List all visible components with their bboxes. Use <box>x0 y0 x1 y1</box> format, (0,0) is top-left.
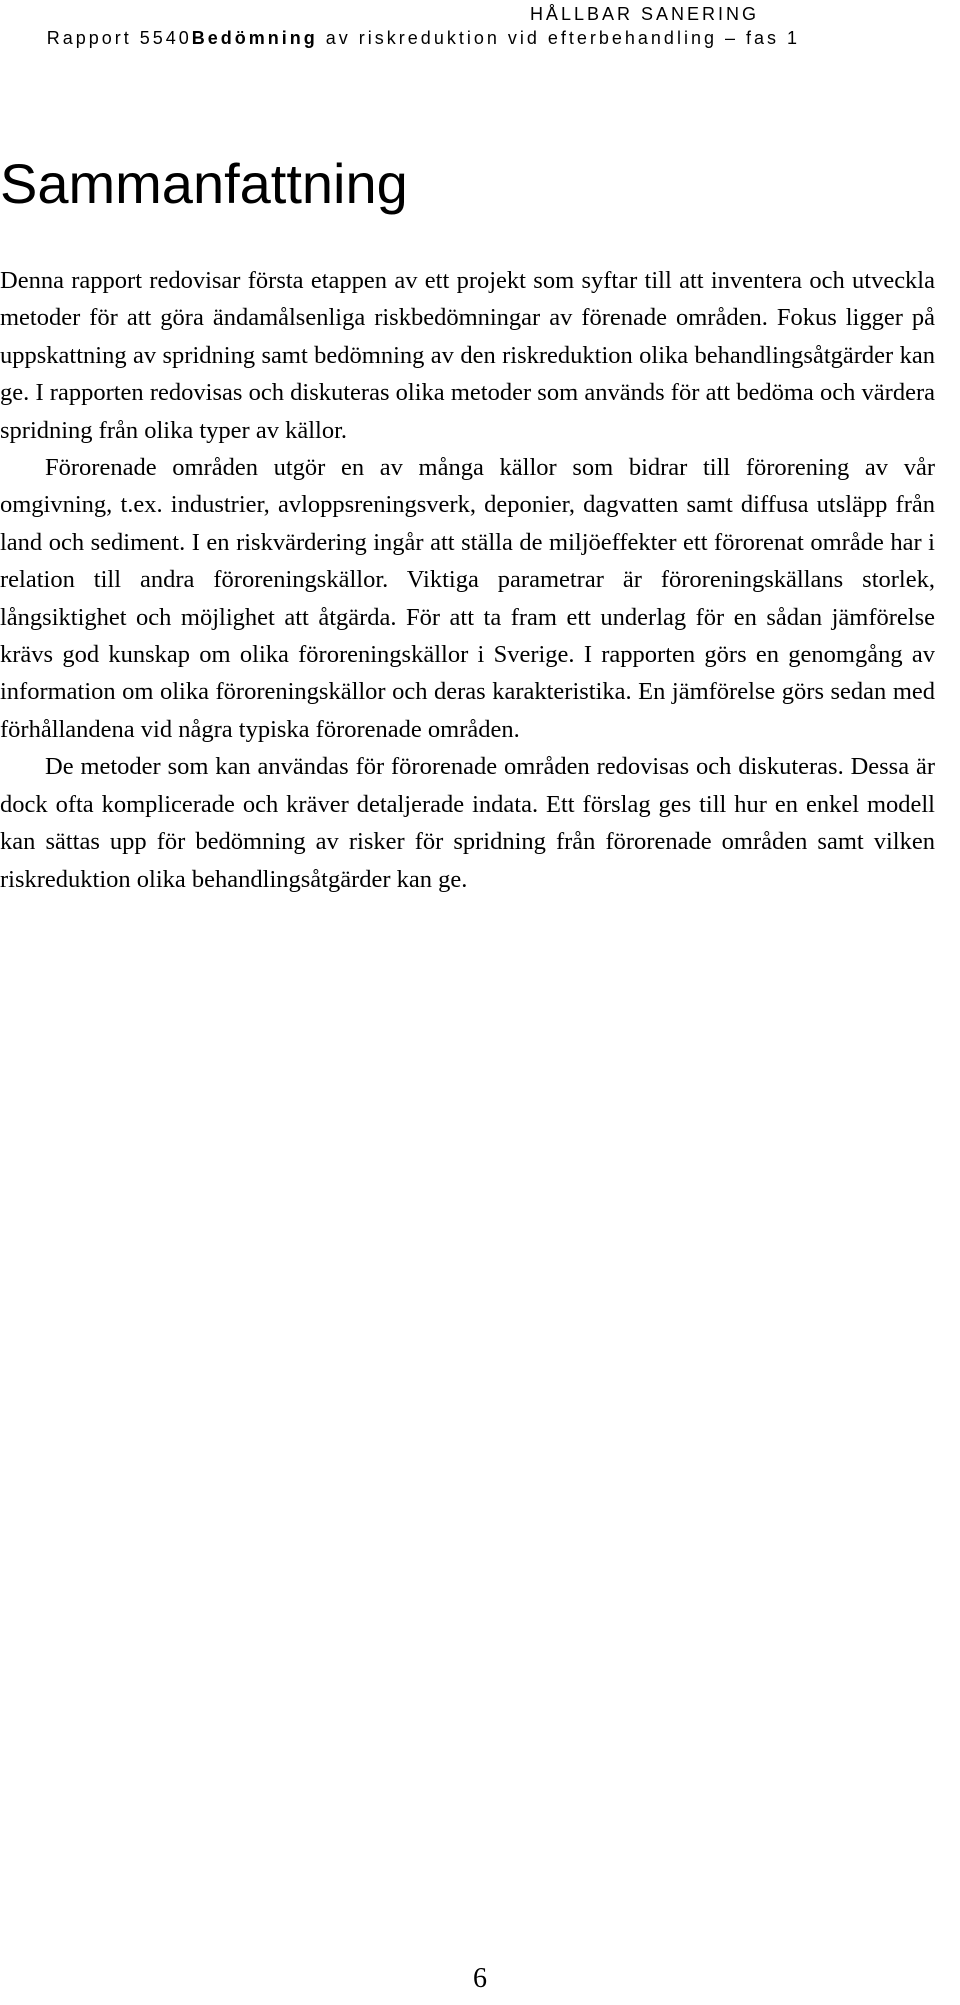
running-header <box>0 2 800 50</box>
report-number: Rapport 5540 <box>46 28 192 48</box>
report-title-bold: Bedömning <box>191 28 318 48</box>
summary-body <box>0 262 935 898</box>
report-line <box>0 26 800 50</box>
series-title: HÅLLBAR SANERING <box>529 4 759 24</box>
page-title: Sammanfattning <box>0 152 408 215</box>
report-title-rest: av riskreduktion vid efterbehandling – fas 1 <box>317 28 800 48</box>
summary-paragraph-3: De metoder som kan användas för förorenade områden redovisas och diskuteras. Dessa är dock ofta komplicerade och kräver detaljerade indata. Ett förslag ges till hur en enkel modell kan sättas upp för bedömning av risker för spridning från förorenade områden samt vilken riskreduktion olika behandlingsåtgärder kan ge. <box>0 753 935 893</box>
summary-paragraph-1: Denna rapport redovisar första etappen av ett projekt som syftar till att inventera och utveckla metoder för att göra ändamålsenliga riskbedömningar av förenade områden. Fokus ligger på uppskattning av spridning samt bedömning av den riskreduktion olika behandlingsåtgärder kan ge. I rapporten redovisas och diskuteras olika metoder som används för att bedöma och värdera spridning från olika typer av källor. <box>0 267 935 444</box>
page-number: 6 <box>473 1963 487 1994</box>
summary-paragraph-2: Förorenade områden utgör en av många källor som bidrar till förorening av vår omgivning, t.ex. industrier, avloppsreningsverk, deponier, dagvatten samt diffusa utsläpp från land och sediment. I en riskvärdering ingår att ställa de miljöeffekter ett förorenat område har i relation till andra föroreningskällor. Viktiga parametrar är föroreningskällans storlek, långsiktighet och möjlighet att åtgärda. För att ta fram ett underlag för en sådan jämförelse krävs god kunskap om olika föroreningskällor i Sverige. I rapporten görs en genomgång av information om olika föroreningskällor och deras karakteristika. En jämförelse görs sedan med förhållandena vid några typiska förorenade områden. <box>0 454 935 743</box>
